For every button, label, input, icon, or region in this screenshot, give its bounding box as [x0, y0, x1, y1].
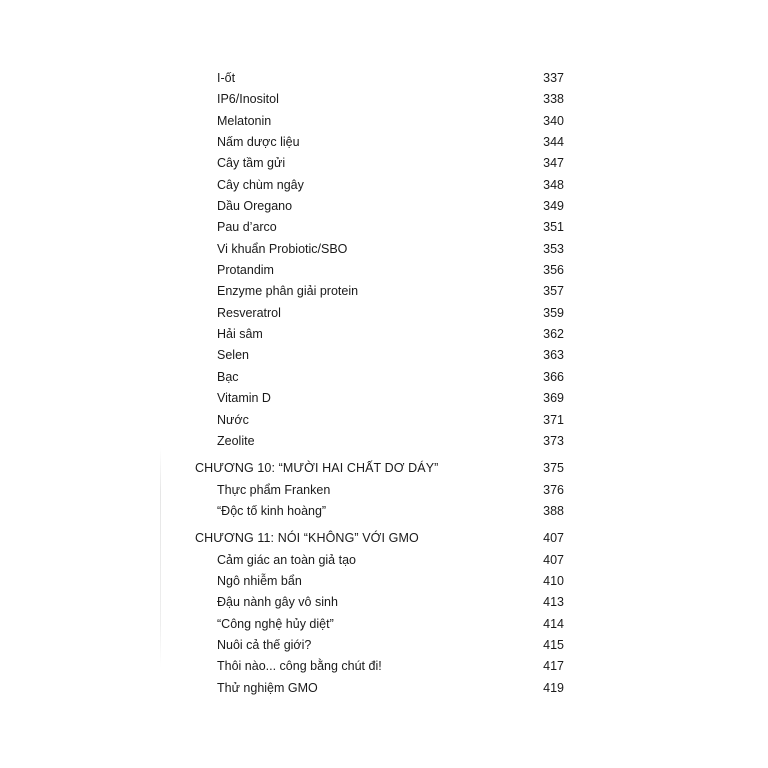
chapter-page: 375 — [543, 461, 564, 476]
toc-entry-label: Nuôi cả thế giới? — [217, 637, 312, 652]
toc-entry — [195, 501, 564, 522]
toc-entry-label: Nấm dược liệu — [217, 135, 300, 150]
table-of-contents — [195, 68, 564, 699]
toc-entry-page: 349 — [543, 199, 564, 214]
toc-entry-page: 344 — [543, 135, 564, 150]
toc-entry-page: 353 — [543, 241, 564, 256]
toc-entry — [195, 678, 564, 699]
toc-entry-page: 366 — [543, 369, 564, 384]
toc-entry — [195, 431, 564, 452]
toc-entry — [195, 196, 564, 217]
toc-entry-page: 359 — [543, 305, 564, 320]
toc-entry-page: 363 — [543, 348, 564, 363]
toc-entry-label: Đậu nành gây vô sinh — [217, 595, 338, 610]
toc-entry-label: Cây chùm ngây — [217, 177, 304, 192]
toc-entry-label: Cây tầm gửi — [217, 156, 286, 171]
toc-entry-page: 376 — [543, 482, 564, 497]
toc-entry — [195, 68, 564, 89]
toc-entry-label: Bạc — [217, 369, 239, 384]
toc-entry — [195, 89, 564, 110]
toc-entry — [195, 345, 564, 366]
toc-entry-page: 356 — [543, 263, 564, 278]
toc-entry — [195, 132, 564, 153]
toc-entry-label: Selen — [217, 348, 249, 363]
chapter-page: 407 — [543, 531, 564, 546]
toc-entry — [195, 281, 564, 302]
toc-entry-page: 337 — [543, 71, 564, 85]
toc-entry-label: “Độc tố kinh hoàng” — [217, 503, 327, 518]
toc-entry-label: Thực phẩm Franken — [217, 482, 331, 497]
toc-entry-label: Protandim — [217, 263, 274, 278]
toc-entry-page: 419 — [543, 680, 564, 695]
toc-entry-page: 373 — [543, 433, 564, 448]
toc-entry-page: 413 — [543, 595, 564, 610]
toc-entry-label: Nước — [217, 412, 249, 427]
toc-entry-label: Thôi nào... công bằng chút đi! — [217, 659, 382, 674]
toc-entry-page: 357 — [543, 284, 564, 299]
toc-entry-page: 369 — [543, 391, 564, 406]
toc-entry-page: 415 — [543, 637, 564, 652]
toc-entry-label: Enzyme phân giải protein — [217, 284, 359, 299]
chapter-title: CHƯƠNG 11: NÓI “KHÔNG” VỚI GMO — [195, 531, 419, 546]
toc-entry — [195, 592, 564, 613]
toc-entry-page: 371 — [543, 412, 564, 427]
toc-entry-label: Thử nghiệm GMO — [217, 680, 318, 695]
toc-entry — [195, 153, 564, 174]
toc-entry — [195, 480, 564, 501]
toc-entry-page: 417 — [543, 659, 564, 674]
toc-entry-label: Ngô nhiễm bẩn — [217, 573, 302, 588]
toc-entry-label: Pau d’arco — [217, 220, 277, 235]
toc-entry-label: Vi khuẩn Probiotic/SBO — [217, 241, 348, 256]
toc-entry — [195, 217, 564, 238]
toc-entry-label: Zeolite — [217, 433, 255, 448]
toc-entry-page: 362 — [543, 327, 564, 342]
toc-entry — [195, 324, 564, 345]
toc-entry — [195, 571, 564, 592]
toc-entry — [195, 656, 564, 677]
toc-entry-label: Vitamin D — [217, 391, 271, 406]
toc-entry — [195, 550, 564, 571]
toc-entry — [195, 175, 564, 196]
toc-chapter-10 — [195, 458, 564, 479]
toc-entry-label: Dầu Oregano — [217, 199, 293, 214]
toc-chapter-11 — [195, 528, 564, 549]
toc-entry-label: Melatonin — [217, 113, 272, 128]
toc-entry — [195, 635, 564, 656]
toc-entry-page: 347 — [543, 156, 564, 171]
toc-entry — [195, 111, 564, 132]
toc-entry-label: Resveratrol — [217, 305, 281, 320]
page-edge-shadow — [160, 448, 161, 668]
toc-entry-page: 338 — [543, 92, 564, 107]
toc-entry-label: Cảm giác an toàn giả tạo — [217, 552, 356, 567]
toc-entry-page: 348 — [543, 177, 564, 192]
toc-entry — [195, 260, 564, 281]
toc-entry — [195, 303, 564, 324]
toc-entry-page: 414 — [543, 616, 564, 631]
toc-entry — [195, 388, 564, 409]
toc-entry-page: 340 — [543, 113, 564, 128]
toc-entry-label: Hải sâm — [217, 327, 263, 342]
toc-entry-page: 351 — [543, 220, 564, 235]
toc-entry — [195, 614, 564, 635]
chapter-title: CHƯƠNG 10: “MƯỜI HAI CHẤT DƠ DÁY” — [195, 461, 439, 476]
toc-entry — [195, 239, 564, 260]
toc-entry-label: I-ốt — [217, 71, 236, 85]
toc-entry-label: IP6/Inositol — [217, 92, 279, 107]
toc-entry — [195, 410, 564, 431]
toc-entry-page: 388 — [543, 503, 564, 518]
toc-entry — [195, 367, 564, 388]
toc-entry-label: “Công nghệ hủy diệt” — [217, 616, 334, 631]
toc-entry-page: 407 — [543, 552, 564, 567]
toc-entry-page: 410 — [543, 573, 564, 588]
